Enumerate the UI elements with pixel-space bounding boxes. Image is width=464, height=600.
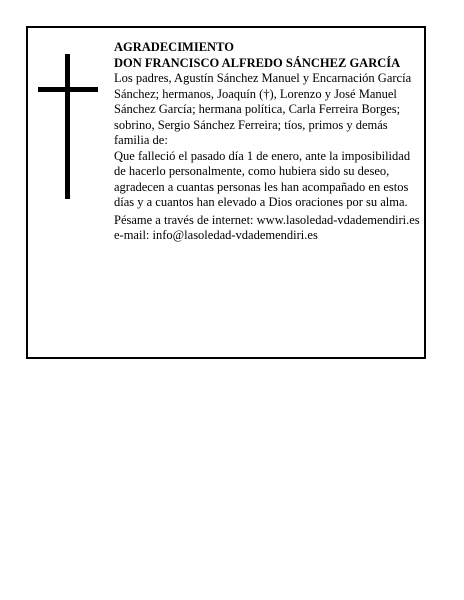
cross-vertical-bar (65, 54, 70, 199)
family-paragraph: Los padres, Agustín Sánchez Manuel y Encarnación García Sánchez; hermanos, Joaquín (†), Lorenzo y José Manuel Sánchez García; hermana política, Carla Ferreira Borges; sobrino, Sergio Sánchez Ferreira; tíos, primos y demás familia de: (114, 71, 412, 147)
thanks-paragraph: Que falleció el pasado día 1 de enero, ante la imposibilidad de hacerlo personalmente, como hubiera sido su deseo, agradecen a cuantas personas les han acompañado en estos días y a cuantos han elevado a Dios oraciones por su alma. (114, 148, 411, 209)
obituary-notice-box (26, 26, 426, 359)
notice-heading: AGRADECIMIENTO (114, 40, 234, 54)
deceased-name: DON FRANCISCO ALFREDO SÁNCHEZ GARCÍA (114, 55, 401, 70)
condolence-paragraph: Pésame a través de internet: www.lasoledad-vdademendiri.es e-mail: info@lasoledad-vdademendiri.es (114, 212, 420, 242)
notice-text (114, 40, 420, 244)
cross-horizontal-bar (38, 87, 98, 92)
cross-icon (38, 54, 100, 199)
